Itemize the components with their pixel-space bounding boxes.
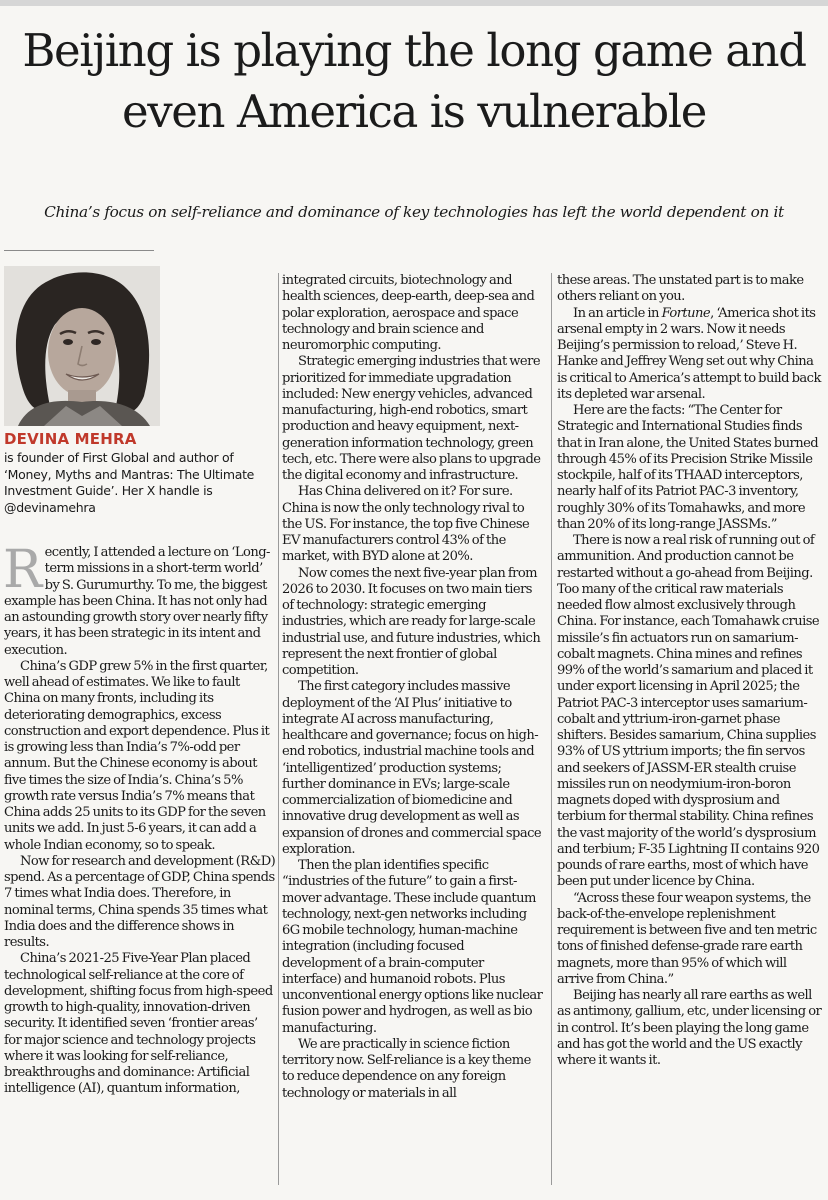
- article-paragraph: Now comes the next five-year plan from 2026 to 2030. It focuses on two main tiers of technology: strategic emerging industries, which are ready for large-scale industrial use, and future industries, which represent the next frontier of global competition.: [282, 565, 541, 678]
- headline: Beijing is playing the long game and even America is vulnerable: [22, 24, 806, 138]
- article-paragraph: “Across these four weapon systems, the back-of-the-envelope replenishment requirement is between five and ten metric tons of finished defense-grade rare earth magnets, more than 95% of which will arrive from China.”: [557, 890, 817, 987]
- author-portrait: [4, 266, 160, 426]
- article-paragraph: In an article in Fortune, ‘America shot its arsenal empty in 2 wars. Now it needs Beijing’s permission to reload,’ Steve H. Hanke and Jeffrey Weng set out why China is critical to America’s attempt to build back its depleted war arsenal.: [557, 305, 821, 402]
- article-paragraph: integrated circuits, biotechnology and health sciences, deep-earth, deep-sea and polar exploration, aerospace and space technology and brain science and neuromorphic computing.: [282, 273, 535, 353]
- article-paragraph: China’s 2021-25 Five-Year Plan placed technological self-reliance at the core of development, shifting focus from high-speed growth to high-quality, innovation-driven security. It identified seven ‘frontier areas’ for major science and technology projects where it was looking for self-reliance, breakthroughs and dominance: Artificial intelligence (AI), quantum information,: [4, 951, 273, 1097]
- column-divider: [551, 273, 552, 1185]
- drop-cap: R: [3, 540, 42, 600]
- article-column-3: [557, 273, 823, 1069]
- article-paragraph: The first category includes massive deployment of the ‘AI Plus’ initiative to integrate AI across manufacturing, healthcare and governance; focus on high-end robotics, industrial machine tools and ‘intelligentized’ production systems; further dominance in EVs; large-scale commercialization of biomedicine and innovative drug development as well as expansion of drones and commercial space exploration.: [282, 679, 542, 857]
- article-paragraph: Then the plan identifies specific “industries of the future” to gain a first-mover advantage. These include quantum technology, next-gen networks including 6G mobile technology, human-machine integration (including focused development of a brain-computer interface) and humanoid robots. Plus unconventional energy options like nuclear fusion power and hydrogen, as well as bio manufacturing.: [282, 858, 543, 1036]
- article-paragraph: There is now a real risk of running out of ammunition. And production cannot be restarted without a go-ahead from Beijing. Too many of the critical raw materials needed flow almost exclusively through China. For instance, each Tomahawk cruise missile’s fin actuators run on samarium-cobalt magnets. China mines and refines 99% of the world’s samarium and placed it under export licensing in April 2025; the Patriot PAC-3 interceptor uses samarium-cobalt and yttrium-iron-garnet phase shifters. Besides samarium, China supplies 93% of US yttrium imports; the fin servos and seekers of JASSM-ER stealth cruise missiles run on neodymium-iron-boron magnets doped with dysprosium and terbium for thermal stability. China refines the vast majority of the world’s dysprosium and terbium; F-35 Lightning II contains 920 pounds of rare earths, most of which have been put under licence by China.: [557, 533, 820, 890]
- article-paragraph: We are practically in science fiction territory now. Self-reliance is a key theme to reduce dependence on any foreign technology or materials in all: [282, 1036, 531, 1101]
- article-paragraph: Now for research and development (R&D) spend. As a percentage of GDP, China spends 7 times what India does. Therefore, in nominal terms, China spends 35 times what India does and the difference shows in results.: [4, 853, 276, 950]
- article-paragraph: Has China delivered on it? For sure. China is now the only technology rival to the US. For instance, the top five Chinese EV manufacturers control 43% of the market, with BYD alone at 20%.: [282, 484, 530, 565]
- divider-rule-left: [4, 250, 154, 251]
- article-paragraph: [3, 540, 276, 659]
- article-paragraph: China’s GDP grew 5% in the first quarter, well ahead of estimates. We like to fault China on many fronts, including its deteriorating demographics, excess construction and export dependence. Plus it is growing less than India’s 7%-odd per annum. But the Chinese economy is about five times the size of India’s. China’s 5% growth rate versus India’s 7% means that China adds 25 units to its GDP for the seven units we add. In just 5-6 years, it can add a whole Indian economy, so to speak.: [4, 658, 270, 853]
- standfirst: China’s focus on self-reliance and dominance of key technologies has left the world dependent on it: [44, 203, 784, 221]
- article-paragraph: Beijing has nearly all rare earths as well as antimony, gallium, etc, under licensing or in control. It’s been playing the long game and has got the world and the US exactly where it wants it.: [557, 988, 822, 1068]
- article-paragraph: Strategic emerging industries that were prioritized for immediate upgradation included: New energy vehicles, advanced manufacturing, high-end robotics, smart production and heavy equipment, next-generation information technology, green tech, etc. There were also plans to upgrade the digital economy and infrastructure.: [282, 354, 541, 483]
- article-column-2: [282, 273, 544, 1102]
- top-strip: [0, 0, 828, 6]
- author-bio: is founder of First Global and author of ‘Money, Myths and Mantras: The Ultimate Investment Guide’. Her X handle is @devinamehra: [4, 450, 255, 515]
- author-portrait-image: [4, 266, 160, 426]
- column-divider: [278, 273, 279, 1185]
- author-name: DEVINA MEHRA: [4, 430, 137, 448]
- paragraph-text: ecently, I attended a lecture on ‘Long-term missions in a short-term world’ by S. Gurumurthy. To me, the biggest example has been China. It has not only had an astounding growth story over nearly fifty years, it has been strategic in its intent and execution.: [4, 545, 270, 658]
- article-column-1: [3, 540, 276, 1098]
- article-paragraph: these areas. The unstated part is to make others reliant on you.: [557, 273, 804, 305]
- article-paragraph: Here are the facts: “The Center for Strategic and International Studies finds that in Iran alone, the United States burned through 45% of its Precision Strike Missile stockpile, half of its THAAD interceptors, nearly half of its Patriot PAC-3 inventory, roughly 30% of its Tomahawks, and more than 20% of its long-range JASSMs.”: [557, 403, 819, 532]
- publication-name: Fortune: [661, 305, 711, 321]
